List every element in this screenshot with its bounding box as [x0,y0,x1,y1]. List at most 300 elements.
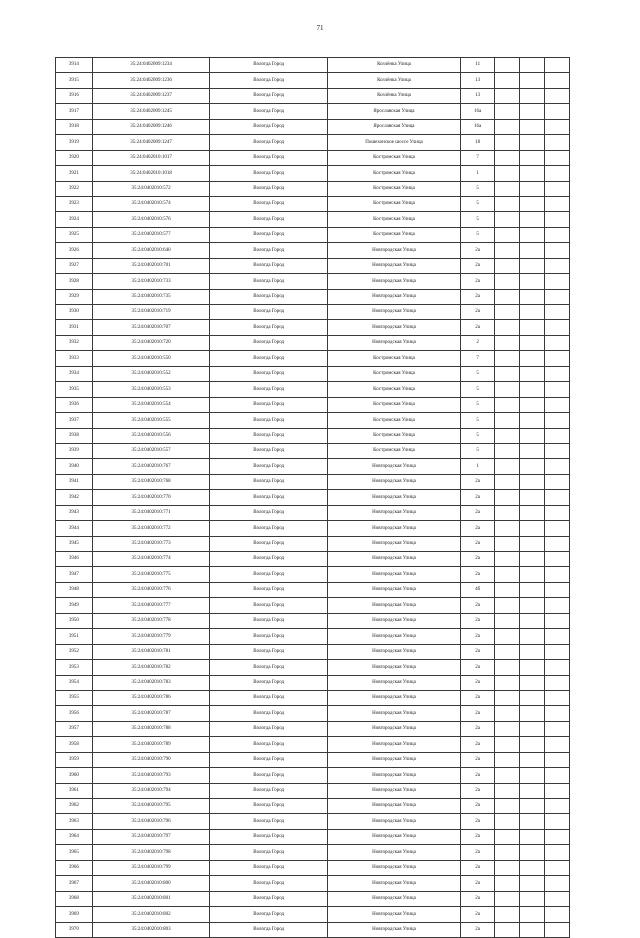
empty-cell [545,227,570,242]
table-row [56,799,570,814]
empty-cell [545,443,570,458]
cadastral-number-cell: 35:24:0402010:576 [92,212,210,227]
street-cell: Новгородская Улица [328,521,461,536]
empty-cell [520,320,545,335]
empty-cell [520,274,545,289]
locality-cell: Вологда Город [210,598,328,613]
empty-cell [520,752,545,767]
house-number-cell: 13 [460,88,495,103]
empty-cell [495,397,520,412]
empty-cell [495,829,520,844]
house-number-cell: 2а [460,860,495,875]
house-number-cell: 2а [460,752,495,767]
empty-cell [545,521,570,536]
table-row [56,150,570,165]
locality-cell: Вологда Город [210,582,328,597]
empty-cell [520,922,545,937]
empty-cell [520,567,545,582]
empty-cell [545,243,570,258]
locality-cell: Вологда Город [210,335,328,350]
empty-cell [520,690,545,705]
empty-cell [495,181,520,196]
house-number-cell: 2а [460,922,495,937]
empty-cell [495,907,520,922]
cadastral-number-cell: 35:24:0402010:735 [92,289,210,304]
empty-cell [495,382,520,397]
cadastral-number-cell: 35:24:0402010:557 [92,443,210,458]
row-number-cell: 3963 [56,814,93,829]
table-row [56,521,570,536]
empty-cell [495,413,520,428]
cadastral-number-cell: 35:24:0402010:790 [92,752,210,767]
empty-cell [495,274,520,289]
cadastral-number-cell: 35:24:0402010:768 [92,474,210,489]
empty-cell [495,227,520,242]
table-row [56,536,570,551]
cadastral-number-cell: 35:24:0402010:1018 [92,166,210,181]
empty-cell [495,104,520,119]
empty-cell [520,397,545,412]
empty-cell [520,227,545,242]
house-number-cell: 5 [460,366,495,381]
table-row [56,737,570,752]
table-row [56,119,570,134]
street-cell: Костромская Улица [328,428,461,443]
street-cell: Ярославская Улица [328,119,461,134]
cadastral-number-cell: 35:24:0402010:782 [92,660,210,675]
table-row [56,845,570,860]
empty-cell [495,706,520,721]
street-cell: Костромская Улица [328,366,461,381]
cadastral-number-cell: 35:24:0402010:802 [92,907,210,922]
house-number-cell: 2а [460,274,495,289]
empty-cell [545,845,570,860]
street-cell: Новгородская Улица [328,907,461,922]
cadastral-number-cell: 35:24:0402010:701 [92,258,210,273]
street-cell: Костромская Улица [328,413,461,428]
house-number-cell: 2а [460,258,495,273]
empty-cell [545,366,570,381]
row-number-cell: 3929 [56,289,93,304]
table-row [56,675,570,690]
empty-cell [545,629,570,644]
street-cell: Новгородская Улица [328,768,461,783]
empty-cell [495,845,520,860]
empty-cell [520,135,545,150]
table-row [56,474,570,489]
cadastral-number-cell: 35:24:0402010:771 [92,505,210,520]
empty-cell [495,335,520,350]
empty-cell [545,320,570,335]
cadastral-number-cell: 35:24:0402010:550 [92,351,210,366]
row-number-cell: 3926 [56,243,93,258]
street-cell: Новгородская Улица [328,829,461,844]
house-number-cell: 2а [460,845,495,860]
empty-cell [495,351,520,366]
cadastral-number-cell: 35:24:0402010:772 [92,521,210,536]
row-number-cell: 3928 [56,274,93,289]
house-number-cell: 2а [460,814,495,829]
empty-cell [520,104,545,119]
house-number-cell: 2 [460,335,495,350]
locality-cell: Вологда Город [210,799,328,814]
locality-cell: Вологда Город [210,552,328,567]
street-cell: Новгородская Улица [328,737,461,752]
street-cell: Новгородская Улица [328,552,461,567]
empty-cell [520,582,545,597]
empty-cell [495,768,520,783]
empty-cell [495,814,520,829]
locality-cell: Вологда Город [210,752,328,767]
locality-cell: Вологда Город [210,721,328,736]
cadastral-number-cell: 35:24:0402010:556 [92,428,210,443]
property-registry-table [55,57,570,938]
row-number-cell: 3960 [56,768,93,783]
empty-cell [545,675,570,690]
empty-cell [520,521,545,536]
table-row [56,752,570,767]
row-number-cell: 3944 [56,521,93,536]
table-row [56,104,570,119]
empty-cell [545,58,570,73]
empty-cell [520,58,545,73]
row-number-cell: 3930 [56,305,93,320]
street-cell: Новгородская Улица [328,644,461,659]
table-row [56,428,570,443]
house-number-cell: 16а [460,119,495,134]
cadastral-number-cell: 35:24:0402010:775 [92,567,210,582]
house-number-cell: 2а [460,690,495,705]
table-row [56,860,570,875]
empty-cell [495,876,520,891]
table-row [56,567,570,582]
house-number-cell: 2а [460,567,495,582]
row-number-cell: 3933 [56,351,93,366]
empty-cell [495,552,520,567]
empty-cell [495,629,520,644]
house-number-cell: 2а [460,660,495,675]
empty-cell [495,73,520,88]
row-number-cell: 3948 [56,582,93,597]
row-number-cell: 3927 [56,258,93,273]
street-cell: Новгородская Улица [328,320,461,335]
empty-cell [545,907,570,922]
empty-cell [545,428,570,443]
cadastral-number-cell: 35:24:0402010:795 [92,799,210,814]
empty-cell [495,490,520,505]
empty-cell [545,799,570,814]
empty-cell [520,552,545,567]
empty-cell [520,737,545,752]
row-number-cell: 3937 [56,413,93,428]
row-number-cell: 3965 [56,845,93,860]
locality-cell: Вологда Город [210,258,328,273]
cadastral-number-cell: 35:24:0402009:1236 [92,73,210,88]
cadastral-number-cell: 35:24:0402010:719 [92,305,210,320]
house-number-cell: 2а [460,783,495,798]
street-cell: Новгородская Улица [328,799,461,814]
empty-cell [545,536,570,551]
empty-cell [545,644,570,659]
house-number-cell: 1 [460,166,495,181]
cadastral-number-cell: 35:24:0402009:1245 [92,104,210,119]
page-number: 71 [316,24,324,32]
empty-cell [545,459,570,474]
row-number-cell: 3947 [56,567,93,582]
street-cell: Козлёнка Улица [328,88,461,103]
cadastral-number-cell: 35:24:0402010:786 [92,690,210,705]
table-row [56,613,570,628]
empty-cell [520,382,545,397]
cadastral-number-cell: 35:24:0402010:552 [92,366,210,381]
empty-cell [495,567,520,582]
empty-cell [545,876,570,891]
empty-cell [520,598,545,613]
row-number-cell: 3949 [56,598,93,613]
table-row [56,227,570,242]
empty-cell [520,706,545,721]
empty-cell [520,459,545,474]
street-cell: Ярославская Улица [328,104,461,119]
empty-cell [545,474,570,489]
locality-cell: Вологда Город [210,443,328,458]
street-cell: Новгородская Улица [328,490,461,505]
row-number-cell: 3931 [56,320,93,335]
cadastral-number-cell: 35:24:0402010:803 [92,922,210,937]
cadastral-number-cell: 35:24:0402010:577 [92,227,210,242]
empty-cell [520,675,545,690]
row-number-cell: 3919 [56,135,93,150]
empty-cell [520,505,545,520]
street-cell: Новгородская Улица [328,752,461,767]
row-number-cell: 3956 [56,706,93,721]
locality-cell: Вологда Город [210,644,328,659]
table-row [56,505,570,520]
house-number-cell: 2а [460,474,495,489]
empty-cell [495,675,520,690]
locality-cell: Вологда Город [210,73,328,88]
table-row [56,320,570,335]
cadastral-number-cell: 35:24:0402010:778 [92,613,210,628]
empty-cell [495,88,520,103]
empty-cell [545,212,570,227]
street-cell: Новгородская Улица [328,305,461,320]
empty-cell [495,891,520,906]
empty-cell [545,382,570,397]
empty-cell [495,243,520,258]
cadastral-number-cell: 35:24:0402009:1247 [92,135,210,150]
locality-cell: Вологда Город [210,690,328,705]
street-cell: Новгородская Улица [328,567,461,582]
house-number-cell: 2а [460,799,495,814]
table-row [56,552,570,567]
empty-cell [495,598,520,613]
house-number-cell: 2а [460,490,495,505]
empty-cell [520,166,545,181]
locality-cell: Вологда Город [210,459,328,474]
empty-cell [545,721,570,736]
row-number-cell: 3916 [56,88,93,103]
locality-cell: Вологда Город [210,814,328,829]
cadastral-number-cell: 35:24:0402010:797 [92,829,210,844]
locality-cell: Вологда Город [210,521,328,536]
locality-cell: Вологда Город [210,289,328,304]
locality-cell: Вологда Город [210,660,328,675]
empty-cell [520,289,545,304]
row-number-cell: 3946 [56,552,93,567]
cadastral-number-cell: 35:24:0402010:783 [92,675,210,690]
cadastral-number-cell: 35:24:0402010:777 [92,598,210,613]
street-cell: Костромская Улица [328,166,461,181]
locality-cell: Вологда Город [210,413,328,428]
empty-cell [520,366,545,381]
street-cell: Новгородская Улица [328,459,461,474]
cadastral-number-cell: 35:24:0402010:770 [92,490,210,505]
empty-cell [545,737,570,752]
empty-cell [545,181,570,196]
table-row [56,721,570,736]
empty-cell [495,783,520,798]
street-cell: Новгородская Улица [328,783,461,798]
house-number-cell: 2а [460,721,495,736]
empty-cell [520,891,545,906]
table-row [56,274,570,289]
table-row [56,243,570,258]
empty-cell [495,521,520,536]
table-row [56,366,570,381]
house-number-cell: 18 [460,135,495,150]
locality-cell: Вологда Город [210,474,328,489]
empty-cell [545,783,570,798]
cadastral-number-cell: 35:24:0402010:788 [92,721,210,736]
empty-cell [495,212,520,227]
empty-cell [545,860,570,875]
empty-cell [495,258,520,273]
empty-cell [520,783,545,798]
registry-table-body [56,58,570,938]
table-row [56,305,570,320]
table-row [56,660,570,675]
house-number-cell: 2а [460,737,495,752]
row-number-cell: 3953 [56,660,93,675]
empty-cell [545,335,570,350]
house-number-cell: 2а [460,536,495,551]
empty-cell [545,891,570,906]
cadastral-number-cell: 35:24:0402010:767 [92,459,210,474]
house-number-cell: 2а [460,891,495,906]
empty-cell [495,305,520,320]
empty-cell [495,752,520,767]
street-cell: Новгородская Улица [328,876,461,891]
empty-cell [495,443,520,458]
cadastral-number-cell: 35:24:0402010:799 [92,860,210,875]
cadastral-number-cell: 35:24:0402010:554 [92,397,210,412]
house-number-cell: 5 [460,443,495,458]
empty-cell [520,243,545,258]
row-number-cell: 3962 [56,799,93,814]
cadastral-number-cell: 35:24:0402010:776 [92,582,210,597]
locality-cell: Вологда Город [210,104,328,119]
row-number-cell: 3922 [56,181,93,196]
empty-cell [545,397,570,412]
empty-cell [495,737,520,752]
house-number-cell: 2а [460,505,495,520]
empty-cell [520,474,545,489]
row-number-cell: 3950 [56,613,93,628]
empty-cell [520,150,545,165]
house-number-cell: 2а [460,675,495,690]
row-number-cell: 3934 [56,366,93,381]
house-number-cell: 2а [460,907,495,922]
house-number-cell: 7 [460,351,495,366]
row-number-cell: 3964 [56,829,93,844]
locality-cell: Вологда Город [210,320,328,335]
table-row [56,690,570,705]
table-row [56,335,570,350]
table-row [56,58,570,73]
empty-cell [545,660,570,675]
locality-cell: Вологда Город [210,675,328,690]
street-cell: Новгородская Улица [328,598,461,613]
street-cell: Новгородская Улица [328,721,461,736]
empty-cell [520,768,545,783]
cadastral-number-cell: 35:24:0402010:781 [92,644,210,659]
locality-cell: Вологда Город [210,227,328,242]
empty-cell [520,613,545,628]
row-number-cell: 3921 [56,166,93,181]
empty-cell [495,799,520,814]
row-number-cell: 3968 [56,891,93,906]
table-row [56,413,570,428]
empty-cell [520,907,545,922]
empty-cell [545,552,570,567]
table-row [56,382,570,397]
locality-cell: Вологда Город [210,88,328,103]
empty-cell [545,567,570,582]
row-number-cell: 3925 [56,227,93,242]
empty-cell [520,799,545,814]
house-number-cell: 5 [460,428,495,443]
empty-cell [520,814,545,829]
house-number-cell: 2а [460,320,495,335]
empty-cell [545,752,570,767]
empty-cell [520,428,545,443]
empty-cell [520,443,545,458]
row-number-cell: 3945 [56,536,93,551]
table-row [56,196,570,211]
empty-cell [545,196,570,211]
house-number-cell: 2а [460,629,495,644]
empty-cell [545,706,570,721]
table-row [56,212,570,227]
empty-cell [520,258,545,273]
empty-cell [495,459,520,474]
empty-cell [520,629,545,644]
table-row [56,88,570,103]
street-cell: Пошехонское шоссе Улица [328,135,461,150]
table-row [56,706,570,721]
row-number-cell: 3967 [56,876,93,891]
house-number-cell: 2а [460,876,495,891]
cadastral-number-cell: 35:24:0402009:1237 [92,88,210,103]
empty-cell [520,196,545,211]
row-number-cell: 3958 [56,737,93,752]
street-cell: Новгородская Улица [328,706,461,721]
house-number-cell: 5 [460,397,495,412]
locality-cell: Вологда Город [210,629,328,644]
street-cell: Козлёнка Улица [328,58,461,73]
cadastral-number-cell: 35:24:0402010:798 [92,845,210,860]
